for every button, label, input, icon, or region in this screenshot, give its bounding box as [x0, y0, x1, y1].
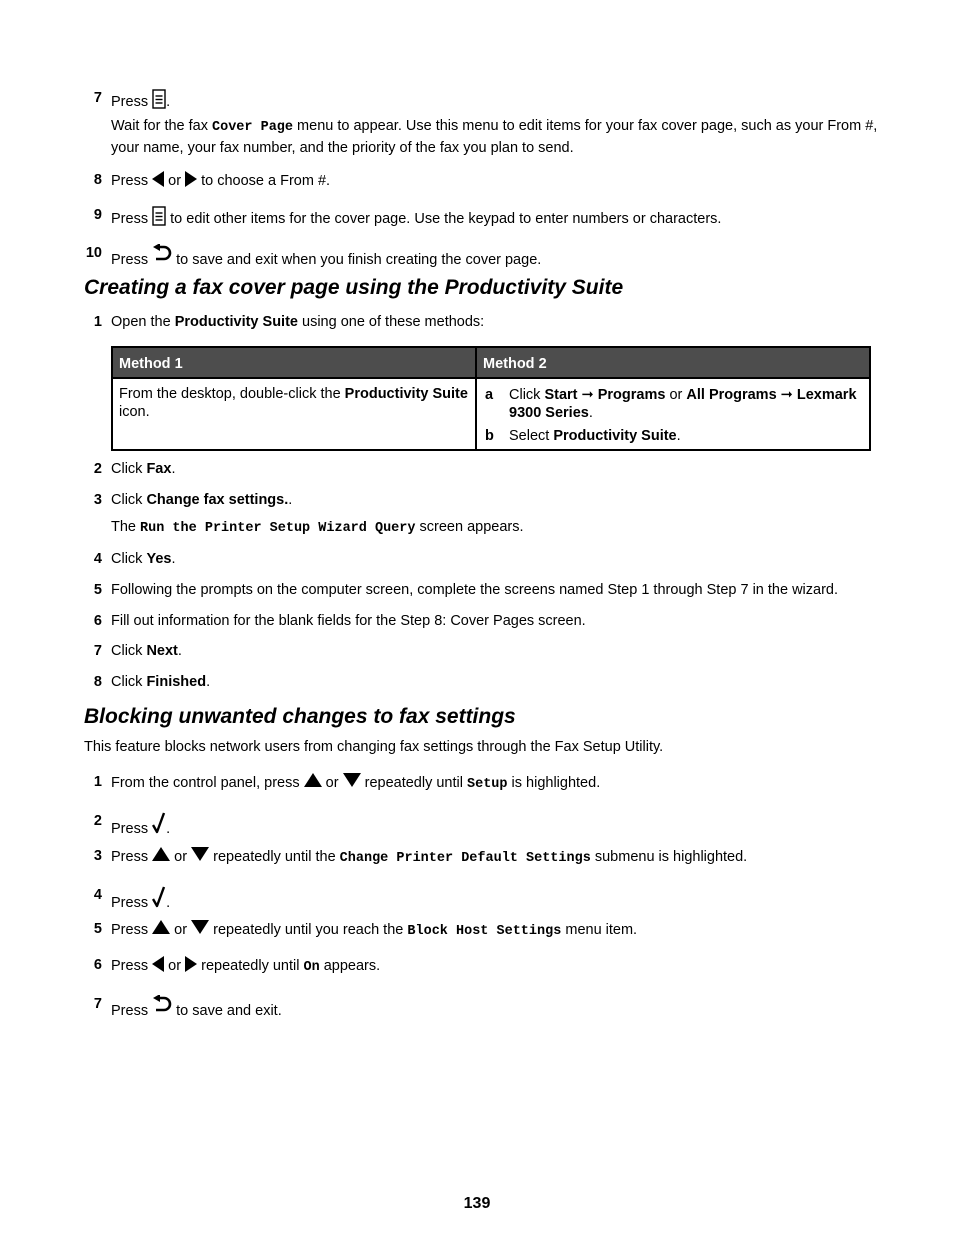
bold-text: Change fax settings. — [146, 492, 289, 508]
sub-step-letter: b — [485, 428, 494, 444]
step-number: 7 — [93, 90, 102, 106]
step-text: or — [174, 922, 188, 938]
down-arrow-icon — [191, 847, 209, 861]
table-cell — [476, 378, 870, 450]
step-text: Click — [111, 492, 143, 508]
sub-step-letter: a — [485, 387, 494, 403]
code-text: Block Host Settings — [407, 924, 562, 939]
cell-text: or — [669, 387, 683, 403]
step-text: Click — [111, 461, 143, 477]
section-heading: Blocking unwanted changes to fax settings — [84, 705, 516, 728]
step-text: . — [177, 643, 182, 659]
cell-text: icon. — [119, 404, 150, 420]
bold-text: Finished — [146, 674, 207, 690]
bold-text: Programs — [597, 387, 666, 403]
bold-text: Productivity Suite — [344, 386, 468, 402]
step-number: 3 — [93, 848, 102, 864]
bold-text: Lexmark 9300 Series — [509, 387, 857, 421]
bold-text: All Programs — [686, 387, 777, 403]
section-heading: Creating a fax cover page using the Productivity Suite — [84, 276, 624, 299]
step-text: submenu is highlighted. — [594, 849, 748, 865]
step-number: 4 — [93, 551, 102, 567]
step-note — [111, 116, 881, 158]
arrow-glyph: ➞ — [780, 387, 793, 403]
note-text: Wait for the fax — [111, 118, 208, 134]
step-number: 6 — [93, 957, 102, 973]
step-text: or — [168, 173, 182, 189]
cell-text: Select — [509, 428, 550, 444]
left-arrow-icon — [152, 956, 164, 972]
step-text: . — [166, 821, 171, 837]
right-arrow-icon — [185, 171, 197, 187]
cell-text: . — [676, 428, 681, 444]
check-icon — [152, 812, 166, 834]
step-text: Press — [111, 211, 149, 227]
note-text: screen appears. — [419, 519, 524, 535]
step-number: 1 — [93, 774, 102, 790]
note-text: The — [111, 519, 136, 535]
step-number: 8 — [93, 674, 102, 690]
left-arrow-icon — [152, 171, 164, 187]
step-text: is highlighted. — [511, 775, 601, 791]
table-header-cell: Method 1 — [112, 347, 476, 378]
methods-table — [111, 346, 871, 451]
page-number: 139 — [463, 1195, 491, 1212]
step-number: 4 — [93, 887, 102, 903]
table-cell — [112, 378, 476, 450]
step-number: 5 — [93, 582, 102, 598]
step-text: Press — [111, 849, 149, 865]
step-text: repeatedly until — [201, 958, 300, 974]
step-text: Open the — [111, 314, 171, 330]
step-number: 1 — [93, 314, 102, 330]
cell-text: From the desktop, double-click the — [119, 386, 341, 402]
arrow-glyph: ➞ — [581, 387, 594, 403]
bold-text: Fax — [146, 461, 172, 477]
step-number: 2 — [93, 813, 102, 829]
up-arrow-icon — [152, 847, 170, 861]
down-arrow-icon — [191, 920, 209, 934]
code-text: Setup — [467, 777, 508, 792]
code-text: Run the Printer Setup Wizard Query — [140, 521, 416, 536]
step-text: Fill out information for the blank fields for the Step 8: Cover Pages screen. — [111, 613, 586, 629]
step-number: 7 — [93, 643, 102, 659]
table-row — [112, 378, 870, 450]
step-text: Press — [111, 922, 149, 938]
right-arrow-icon — [185, 956, 197, 972]
step-text: to save and exit. — [176, 1003, 282, 1019]
step-number: 9 — [93, 207, 102, 223]
check-icon — [152, 886, 166, 908]
sub-step — [483, 386, 863, 422]
bold-text: Yes — [146, 551, 172, 567]
step-text: Press — [111, 1003, 149, 1019]
step-number: 7 — [93, 996, 102, 1012]
back-icon — [152, 244, 172, 266]
step-text: Press — [111, 252, 149, 268]
intro-paragraph: This feature blocks network users from changing fax settings through the Fax Setup Utility. — [84, 739, 664, 755]
bold-text: Productivity Suite — [174, 314, 298, 330]
step-text: Press — [111, 94, 149, 110]
step-note — [111, 517, 881, 539]
step-text: . — [166, 94, 171, 110]
step-text: Press — [111, 958, 149, 974]
step-text: Following the prompts on the computer screen, complete the screens named Step 1 through Step 7 in the wizard. — [111, 582, 839, 598]
step-text: to choose a From #. — [201, 173, 331, 189]
step-text: or — [168, 958, 182, 974]
up-arrow-icon — [152, 920, 170, 934]
note-text: menu to appear. Use this menu to edit items for your fax cover page, such as your From #, your name, your fax number, and the priority of the fax you plan to send. — [111, 118, 878, 156]
step-text: Press — [111, 173, 149, 189]
step-text: or — [174, 849, 188, 865]
bold-text: Start — [544, 387, 578, 403]
sub-step — [483, 427, 863, 445]
step-number: 6 — [93, 613, 102, 629]
step-text: Press — [111, 895, 149, 911]
step-text: repeatedly until you reach the — [213, 922, 404, 938]
step-text: . — [166, 895, 171, 911]
table-header-row — [112, 347, 870, 378]
cell-text: . — [588, 405, 593, 421]
bold-text: Productivity Suite — [553, 428, 677, 444]
cell-text: Click — [509, 387, 541, 403]
code-text: Change Printer Default Settings — [339, 851, 591, 866]
table-header-cell: Method 2 — [476, 347, 870, 378]
step-text: . — [171, 551, 176, 567]
step-text: . — [171, 461, 176, 477]
step-text: From the control panel, press — [111, 775, 300, 791]
step-number: 10 — [85, 245, 102, 261]
step-text: or — [325, 775, 339, 791]
step-number: 5 — [93, 921, 102, 937]
code-text: Cover Page — [212, 120, 294, 135]
back-icon — [152, 995, 172, 1017]
step-text: menu item. — [565, 922, 638, 938]
step-text: appears. — [323, 958, 381, 974]
step-text: Click — [111, 643, 143, 659]
step-text: using one of these methods: — [302, 314, 485, 330]
step-text: Click — [111, 551, 143, 567]
down-arrow-icon — [343, 773, 361, 787]
step-text: to edit other items for the cover page. Use the keypad to enter numbers or characters. — [170, 211, 722, 227]
step-text: . — [288, 492, 293, 508]
step-text: . — [206, 674, 211, 690]
step-number: 2 — [93, 461, 102, 477]
bold-text: Next — [146, 643, 178, 659]
step-text: Click — [111, 674, 143, 690]
up-arrow-icon — [304, 773, 322, 787]
step-text: repeatedly until the — [213, 849, 336, 865]
step-number: 3 — [93, 492, 102, 508]
step-text: Press — [111, 821, 149, 837]
code-text: On — [303, 960, 320, 975]
menu-icon — [152, 206, 166, 226]
step-text: to save and exit when you finish creating the cover page. — [176, 252, 542, 268]
step-number: 8 — [93, 172, 102, 188]
step-text: repeatedly until — [364, 775, 463, 791]
menu-icon — [152, 89, 166, 109]
